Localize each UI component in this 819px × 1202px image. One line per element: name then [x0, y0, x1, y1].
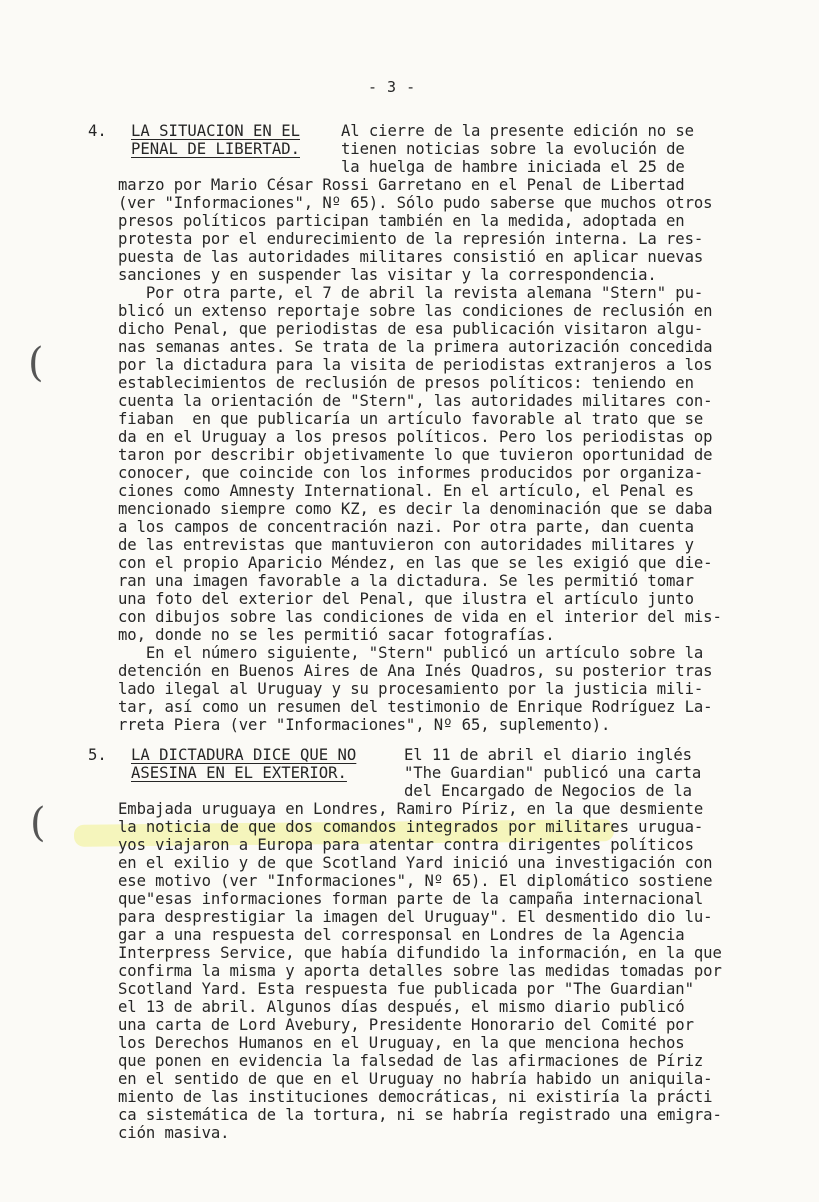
- body-line: Al cierre de la presente edición no se: [341, 122, 694, 140]
- body-line: confirma la misma y aporta detalles sobre las medidas tomadas por: [118, 962, 722, 980]
- margin-bracket-mark: (: [30, 800, 46, 846]
- body-line: puesta de las autoridades militares consistió en aplicar nuevas: [118, 248, 704, 266]
- body-line: con dibujos sobre las condiciones de vida en el interior del mis-: [118, 608, 722, 626]
- body-line: a los campos de concentración nazi. Por otra parte, dan cuenta: [118, 518, 694, 536]
- section-heading-line: LA DICTADURA DICE QUE NO: [131, 746, 357, 764]
- body-line: gar a una respuesta del corresponsal en Londres de la Agencia: [118, 926, 685, 944]
- body-line: por la dictadura para la visita de periodistas extranjeros a los: [118, 356, 713, 374]
- body-line: marzo por Mario César Rossi Garretano en el Penal de Libertad: [118, 176, 685, 194]
- body-line: nas semanas antes. Se trata de la primera autorización concedida: [118, 338, 713, 356]
- body-line: cuenta la orientación de "Stern", las autoridades militares con-: [118, 392, 713, 410]
- body-line: protesta por el endurecimiento de la represión interna. La res-: [118, 230, 704, 248]
- body-line: Embajada uruguaya en Londres, Ramiro Píriz, en la que desmiente: [118, 800, 704, 818]
- body-line: blicó un extenso reportaje sobre las condiciones de reclusión en: [118, 302, 713, 320]
- section-heading-line: ASESINA EN EL EXTERIOR.: [131, 764, 347, 782]
- body-line: de las entrevistas que mantuvieron con autoridades militares y: [118, 536, 694, 554]
- body-line: da en el Uruguay a los presos políticos. Pero los periodistas op: [118, 428, 713, 446]
- body-line: lado ilegal al Uruguay y su procesamiento por la justicia mili-: [118, 680, 704, 698]
- body-line: mo, donde no se les permitió sacar fotografías.: [118, 626, 555, 644]
- body-line: Scotland Yard. Esta respuesta fue publicada por "The Guardian": [118, 980, 694, 998]
- body-line: en el exilio y de que Scotland Yard inició una investigación con: [118, 854, 713, 872]
- body-line: con el propio Aparicio Méndez, en las que se les exigió que die-: [118, 554, 713, 572]
- body-line: una carta de Lord Avebury, Presidente Honorario del Comité por: [118, 1016, 694, 1034]
- body-line: la huelga de hambre iniciada el 25 de: [341, 158, 685, 176]
- body-line: taron por describir objetivamente lo que tuvieron oportunidad de: [118, 446, 713, 464]
- body-line: sanciones y en suspender las visitar y la correspondencia.: [118, 266, 657, 284]
- body-line: yos viajaron a Europa para atentar contra dirigentes políticos: [118, 836, 694, 854]
- body-line: conocer, que coincide con los informes producidos por organiza-: [118, 464, 704, 482]
- body-line: presos políticos participan también en la medida, adoptada en: [118, 212, 685, 230]
- body-line: los Derechos Humanos en el Uruguay, en la que menciona hechos: [118, 1034, 685, 1052]
- section-number: 4.: [88, 122, 107, 140]
- body-line: detención en Buenos Aires de Ana Inés Quadros, su posterior tras: [118, 662, 713, 680]
- body-line: (ver "Informaciones", Nº 65). Sólo pudo saberse que muchos otros: [118, 194, 713, 212]
- body-line: una foto del exterior del Penal, que ilustra el artículo junto: [118, 590, 694, 608]
- body-line: fiaban en que publicaría un artículo favorable al trato que se: [118, 410, 704, 428]
- body-line: ción masiva.: [118, 1124, 230, 1142]
- body-line: el 13 de abril. Algunos días después, el mismo diario publicó: [118, 998, 685, 1016]
- body-line: ese motivo (ver "Informaciones", Nº 65). El diplomático sostiene: [118, 872, 713, 890]
- body-line: establecimientos de reclusión de presos políticos: teniendo en: [118, 374, 694, 392]
- body-line: ca sistemática de la tortura, ni se habría registrado una emigra-: [118, 1106, 722, 1124]
- body-line: que ponen en evidencia la falsedad de las afirmaciones de Píriz: [118, 1052, 704, 1070]
- body-line: del Encargado de Negocios de la: [404, 782, 692, 800]
- section-number: 5.: [88, 746, 107, 764]
- body-line: rreta Piera (ver "Informaciones", Nº 65, suplemento).: [118, 716, 611, 734]
- page-number: - 3 -: [368, 78, 416, 96]
- body-line: "The Guardian" publicó una carta: [404, 764, 702, 782]
- body-line: ciones como Amnesty International. En el artículo, el Penal es: [118, 482, 694, 500]
- body-line: El 11 de abril el diario inglés: [404, 746, 692, 764]
- body-line: tar, así como un resumen del testimonio de Enrique Rodríguez La-: [118, 698, 713, 716]
- body-line: miento de las instituciones democráticas, ni existiría la prácti: [118, 1088, 713, 1106]
- body-line: la noticia de que dos comandos integrados por militares urugua-: [118, 818, 704, 836]
- body-line: Interpress Service, que había difundido la información, en la que: [118, 944, 722, 962]
- body-line: dicho Penal, que periodistas de esa publicación visitaron algu-: [118, 320, 704, 338]
- body-line: En el número siguiente, "Stern" publicó un artículo sobre la: [118, 644, 704, 662]
- body-line: que"esas informaciones forman parte de la campaña internacional: [118, 890, 704, 908]
- body-line: tienen noticias sobre la evolución de: [341, 140, 685, 158]
- body-line: en el sentido de que en el Uruguay no habría habido un aniquila-: [118, 1070, 713, 1088]
- margin-bracket-mark: (: [28, 340, 44, 386]
- body-line: mencionado siempre como KZ, es decir la denominación que se daba: [118, 500, 713, 518]
- section-heading-line: LA SITUACION EN EL: [131, 122, 300, 140]
- body-line: ran una imagen favorable a la dictadura. Se les permitió tomar: [118, 572, 694, 590]
- body-line: para desprestigiar la imagen del Uruguay". El desmentido dio lu-: [118, 908, 713, 926]
- body-line: Por otra parte, el 7 de abril la revista alemana "Stern" pu-: [118, 284, 704, 302]
- section-heading-line: PENAL DE LIBERTAD.: [131, 140, 300, 158]
